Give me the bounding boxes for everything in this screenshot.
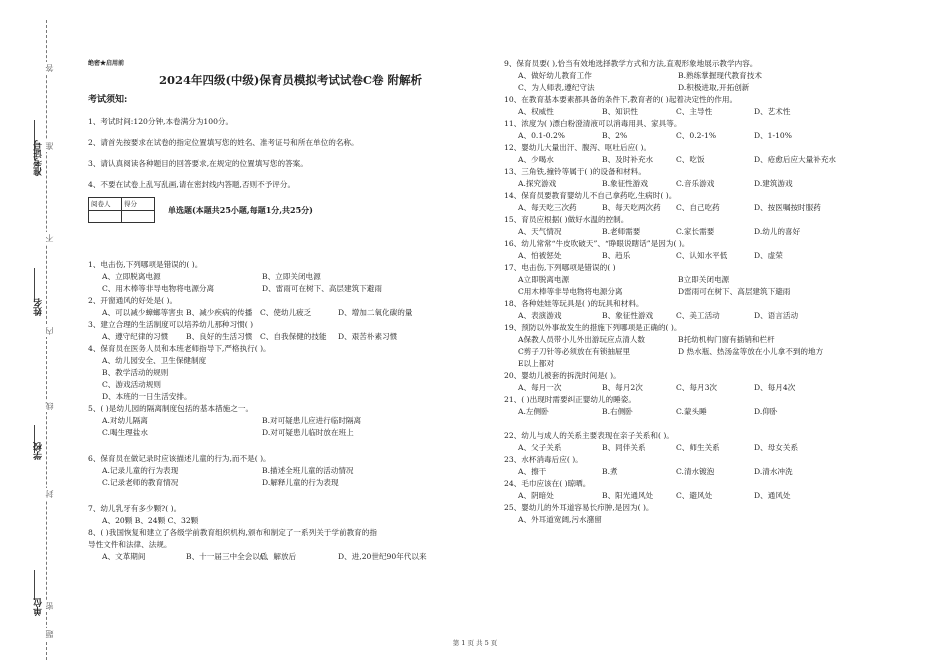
- question-list-left: [88, 259, 493, 563]
- answer-option[interactable]: C、为人师表,遵纪守法: [518, 83, 595, 92]
- option-row: [504, 358, 904, 370]
- question-stem: 16、幼儿常常“牛皮吹破天”、“睁眼说瞎话”是因为( )。: [504, 239, 690, 248]
- answer-option[interactable]: A、少喝水: [518, 155, 554, 164]
- question-stem: 1、电击伤,下列哪项是错误的( )。: [88, 260, 203, 269]
- question-stem: 10、在教育基本要素都具备的条件下,教育者的( )起着决定性的作用。: [504, 95, 738, 104]
- option-row: [88, 427, 493, 439]
- option-row: [504, 334, 904, 346]
- exam-number-label: 准考证号: [34, 140, 44, 176]
- answer-option[interactable]: D.清水冲洗: [754, 467, 793, 476]
- answer-option[interactable]: B.熟练掌握现代教育技术: [678, 71, 762, 80]
- answer-option[interactable]: C、自我保健的技能: [260, 332, 327, 341]
- seal-marker: 答: [45, 64, 54, 72]
- answer-option[interactable]: D、本班的一日生活安排。: [102, 392, 192, 401]
- answer-option[interactable]: C.记录老师的教育情况: [102, 478, 179, 487]
- question: [88, 527, 493, 563]
- question-stem: 12、婴幼儿大量出汗、腹泻、呕吐后应( )。: [504, 143, 652, 152]
- question: [88, 343, 493, 403]
- question: [504, 238, 904, 262]
- binding-margin: [0, 0, 66, 671]
- option-row: [504, 154, 904, 166]
- option-row: [88, 331, 493, 343]
- answer-option[interactable]: A、父子关系: [518, 443, 562, 452]
- seal-marker: 准: [45, 142, 54, 150]
- answer-option[interactable]: A、每天吃三次药: [518, 203, 577, 212]
- question-stem: 11、浓度为( )漂白粉澄清液可以消毒用具、家具等。: [504, 119, 682, 128]
- answer-option[interactable]: D、虚荣: [754, 251, 783, 260]
- answer-option[interactable]: A保教人员带小儿外出游玩应点清人数: [518, 335, 645, 344]
- option-row: [504, 274, 904, 286]
- question: [504, 94, 904, 118]
- question-stem: 9、保育员要( ),恰当有效地选择教学方式和方法,直观形象地展示教学内容。: [504, 59, 758, 68]
- answer-option[interactable]: C、吃饭: [676, 155, 705, 164]
- answer-option[interactable]: B、同伴关系: [602, 443, 646, 452]
- question: [504, 322, 904, 370]
- answer-option[interactable]: D.积极进取,开拓创新: [678, 83, 750, 92]
- section-title: 单选题(本题共25小题,每题1分,共25分): [168, 205, 313, 215]
- answer-option[interactable]: C、使幼儿疲乏: [260, 308, 312, 317]
- option-row: [504, 310, 904, 322]
- answer-option[interactable]: B、阳光通风处: [602, 491, 654, 500]
- option-row: [88, 283, 493, 295]
- option-row: [504, 202, 904, 214]
- option-row: [504, 466, 904, 478]
- question: [88, 295, 493, 319]
- option-row: [504, 286, 904, 298]
- answer-option[interactable]: C、师生关系: [676, 443, 720, 452]
- question: [504, 502, 904, 526]
- question: [504, 478, 904, 502]
- answer-option[interactable]: C.家长需要: [676, 227, 715, 236]
- answer-option[interactable]: B、教学活动的规则: [102, 368, 169, 377]
- answer-option[interactable]: A、权威性: [518, 107, 554, 116]
- answer-option[interactable]: D、进,20世纪90年代以来: [338, 552, 427, 561]
- question-stem: 6、保育员在做记录时应该描述儿童的行为,而不是( )。: [88, 454, 271, 463]
- reviewer-cell: 阅卷人: [89, 198, 122, 211]
- question: [88, 453, 493, 489]
- answer-option[interactable]: D、疮愈后应大量补充水: [754, 155, 837, 164]
- name-underline: [34, 268, 35, 298]
- answer-option[interactable]: B、良好的生活习惯: [186, 332, 253, 341]
- answer-option[interactable]: C、避风处: [676, 491, 713, 500]
- seal-marker: 题: [45, 630, 54, 638]
- answer-option[interactable]: A.探究游戏: [518, 179, 557, 188]
- question-stem: 18、各种娃娃等玩具是( )的玩具和材料。: [504, 299, 644, 308]
- reviewer-blank[interactable]: [89, 211, 122, 223]
- question: [504, 370, 904, 394]
- answer-option[interactable]: A、天气情况: [518, 227, 562, 236]
- option-row: [504, 82, 904, 94]
- answer-option[interactable]: A、立即脱离电源: [102, 272, 161, 281]
- notice-item: 2、请首先按要求在试卷的指定位置填写您的姓名、准考证号和所在单位的名称。: [88, 138, 359, 147]
- answer-option[interactable]: D.对可疑患儿临时放在班上: [262, 428, 354, 437]
- answer-option[interactable]: D.仰卧: [754, 407, 778, 416]
- answer-option[interactable]: D.解释儿童的行为表现: [262, 478, 339, 487]
- question-stem: 22、幼儿与成人的关系主要表现在亲子关系和( )。: [504, 431, 674, 440]
- question-stem: 8、( )我国恢复和建立了各级学前教育组织机构,颁布和制定了一系列关于学前教育的指: [88, 528, 377, 537]
- option-row: [504, 514, 904, 526]
- answer-option[interactable]: B.老师需要: [602, 227, 641, 236]
- question: [504, 262, 904, 298]
- answer-option[interactable]: A、可以减少蟑螂等害虫: [102, 308, 184, 317]
- answer-option[interactable]: B、每天吃两次药: [602, 203, 661, 212]
- question: [88, 503, 493, 527]
- answer-option[interactable]: B、及时补充水: [602, 155, 654, 164]
- question-stem: 21、( )出现时需要纠正婴幼儿的睡姿。: [504, 395, 636, 404]
- answer-option[interactable]: A、0.1-0.2%: [518, 131, 566, 140]
- answer-option[interactable]: A、外耳道宽阔,污水潴留: [518, 515, 602, 524]
- option-row: [504, 442, 904, 454]
- answer-option[interactable]: A、怕被惩处: [518, 251, 562, 260]
- option-row: [504, 406, 904, 418]
- question-stem: 导性文件和法律、法规。: [88, 540, 172, 549]
- question: [88, 259, 493, 295]
- answer-option[interactable]: D.建筑游戏: [754, 179, 793, 188]
- secret-mark: 绝密★启用前: [88, 60, 125, 67]
- answer-option[interactable]: B.象征性游戏: [602, 179, 648, 188]
- answer-option[interactable]: D、雷雨可在树下、高层建筑下避雨: [262, 284, 382, 293]
- answer-option[interactable]: A、每月一次: [518, 383, 562, 392]
- notice-item: 3、请认真阅读各种题目的回答要求,在规定的位置填写您的答案。: [88, 159, 308, 168]
- option-row: [504, 130, 904, 142]
- answer-option[interactable]: B、2%: [602, 131, 628, 140]
- option-row: [88, 307, 493, 319]
- question: [504, 430, 904, 454]
- unit-underline: [34, 570, 35, 600]
- question: [504, 454, 904, 478]
- answer-option[interactable]: C、认知水平低: [676, 251, 728, 260]
- question-stem: 13、三角铁,撞铃等属于( )的设备和材料。: [504, 167, 646, 176]
- answer-option[interactable]: C.蒙头睡: [676, 407, 707, 416]
- answer-option[interactable]: A、20颗 B、24颗 C、32颗: [102, 516, 199, 525]
- answer-option[interactable]: D、通风处: [754, 491, 791, 500]
- answer-option[interactable]: C.喝生理盐水: [102, 428, 148, 437]
- question: [504, 142, 904, 166]
- seal-marker: 线: [45, 402, 54, 410]
- answer-option[interactable]: D、艰苦朴素习惯: [338, 332, 398, 341]
- page-title: 2024年四级(中级)保育员模拟考试试卷C卷 附解析: [158, 73, 423, 87]
- answer-option[interactable]: A、遵守纪律的习惯: [102, 332, 169, 341]
- answer-option[interactable]: B、趋乐: [602, 251, 631, 260]
- answer-option[interactable]: A.记录儿童的行为表现: [102, 466, 179, 475]
- notice-item: 1、考试时间:120分钟,本卷满分为100分。: [88, 117, 234, 126]
- question: [504, 58, 904, 94]
- answer-option[interactable]: A、做好幼儿教育工作: [518, 71, 592, 80]
- option-row: [88, 271, 493, 283]
- question-stem: 15、育员应根据( )做好水温的控制。: [504, 215, 629, 224]
- question: [88, 319, 493, 343]
- answer-option[interactable]: A立即脱离电源: [518, 275, 570, 284]
- name-label: 姓名: [34, 298, 44, 316]
- seal-marker: 封: [45, 490, 54, 498]
- answer-option[interactable]: B立即关闭电源: [678, 275, 730, 284]
- answer-option[interactable]: C.清水镀泡: [676, 467, 715, 476]
- option-row: [88, 477, 493, 489]
- option-row: [88, 379, 493, 391]
- question-stem: 23、水杯消毒后应( )。: [504, 455, 583, 464]
- answer-option[interactable]: C、每月3次: [676, 383, 718, 392]
- answer-option[interactable]: B、十一届三中全会以后: [186, 552, 268, 561]
- answer-option[interactable]: C、自己吃药: [676, 203, 720, 212]
- question: [88, 403, 493, 439]
- question: [504, 190, 904, 214]
- question: [504, 118, 904, 142]
- answer-option[interactable]: D、母女关系: [754, 443, 799, 452]
- question-stem: 7、幼儿乳牙有多少颗?( )。: [88, 504, 182, 513]
- notice-item: 4、不要在试卷上乱写乱画,请在密封线内答题,否则不予评分。: [88, 180, 296, 189]
- option-row: [504, 382, 904, 394]
- option-row: [88, 391, 493, 403]
- answer-option[interactable]: B、象征性游戏: [602, 311, 654, 320]
- answer-option[interactable]: D、增加二氧化碳的量: [338, 308, 413, 317]
- answer-option[interactable]: B、减少疾病的传播: [186, 308, 253, 317]
- answer-option[interactable]: D、按医嘱按时服药: [754, 203, 821, 212]
- answer-option[interactable]: B、每月2次: [602, 383, 643, 392]
- option-row: [504, 346, 904, 358]
- seal-marker: 密: [45, 602, 54, 610]
- question-stem: 3、建立合理的生活制度可以培养幼儿那种习惯( ): [88, 320, 254, 329]
- seal-marker: 不: [45, 234, 54, 242]
- answer-option[interactable]: A.对幼儿隔离: [102, 416, 148, 425]
- answer-option[interactable]: D.幼儿的喜好: [754, 227, 801, 236]
- answer-option[interactable]: A、阴暗处: [518, 491, 554, 500]
- question-stem: 2、开窗通风的好处是( )。: [88, 296, 178, 305]
- score-box: [88, 197, 155, 223]
- answer-option[interactable]: C、主导性: [676, 107, 713, 116]
- answer-option[interactable]: B、立即关闭电源: [262, 272, 321, 281]
- answer-option[interactable]: C、用木棒等非导电物将电源分离: [102, 284, 215, 293]
- option-row: [88, 415, 493, 427]
- answer-option[interactable]: A、表演游戏: [518, 311, 562, 320]
- answer-option[interactable]: D、语言活动: [754, 311, 799, 320]
- option-row: [504, 226, 904, 238]
- answer-option[interactable]: D雷雨可在树下、高层建筑下避雨: [678, 287, 791, 296]
- answer-option[interactable]: D、1-10%: [754, 131, 792, 140]
- answer-option[interactable]: C、0.2-1%: [676, 131, 717, 140]
- seal-line: [46, 20, 47, 660]
- option-row: [504, 490, 904, 502]
- answer-option[interactable]: B.对可疑患儿应进行临时隔离: [262, 416, 362, 425]
- answer-option[interactable]: D、每月4次: [754, 383, 796, 392]
- question-stem: 25、婴幼儿的外耳道容易长疖肿,是因为( )。: [504, 503, 654, 512]
- question-stem: 5、( )是幼儿园的隔离制度包括的基本措施之一。: [88, 404, 254, 413]
- answer-option[interactable]: A、文革期间: [102, 552, 146, 561]
- question: [504, 394, 904, 418]
- unit-label: 单位: [34, 598, 44, 616]
- page-footer: 第 1 页 共 5 页: [452, 639, 498, 647]
- option-row: [88, 355, 493, 367]
- question: [504, 166, 904, 190]
- left-column: [88, 58, 493, 563]
- question-list-right: [504, 58, 904, 526]
- option-row: [504, 70, 904, 82]
- option-row: [504, 106, 904, 118]
- answer-option[interactable]: B.描述全班儿童的活动情况: [262, 466, 354, 475]
- school-label: 学校: [34, 442, 44, 460]
- option-row: [88, 515, 493, 527]
- option-row: [88, 465, 493, 477]
- score-blank[interactable]: [122, 211, 155, 223]
- section-header: [88, 197, 493, 235]
- right-column: [504, 58, 904, 526]
- answer-option[interactable]: B.煮: [602, 467, 618, 476]
- answer-option[interactable]: C剪子刀针等必须放在有锁抽屉里: [518, 347, 631, 356]
- question: [504, 298, 904, 322]
- seal-marker: 内: [45, 327, 54, 335]
- answer-option[interactable]: C、解放后: [260, 552, 297, 561]
- answer-option[interactable]: B、知识性: [602, 107, 638, 116]
- answer-option[interactable]: A、擦干: [518, 467, 547, 476]
- option-row: [504, 178, 904, 190]
- option-row: [88, 367, 493, 379]
- question-stem: 17、电击伤,下列哪项是错误的( ): [504, 263, 616, 272]
- question-stem: 14、保育员要教育婴幼儿不自己拿药吃,生病时( )。: [504, 191, 677, 200]
- answer-option[interactable]: D 热水瓶、热汤盆等放在小儿拿不到的地方: [678, 347, 824, 356]
- answer-option[interactable]: C、游戏活动规则: [102, 380, 161, 389]
- question-stem: 19、预防以外事故发生的措施下列哪项是正确的( )。: [504, 323, 682, 332]
- question: [504, 214, 904, 238]
- answer-option[interactable]: A、幼儿园安全、卫生保健制度: [102, 356, 207, 365]
- answer-option[interactable]: E以上都对: [518, 359, 554, 368]
- question-stem: 24、毛巾应该在( )晾晒。: [504, 479, 591, 488]
- answer-option[interactable]: B托幼机构门窗有插销和栏杆: [678, 335, 775, 344]
- answer-option[interactable]: C.音乐游戏: [676, 179, 715, 188]
- option-row: [88, 551, 493, 563]
- score-cell: 得分: [122, 198, 155, 211]
- answer-option[interactable]: C、美工活动: [676, 311, 720, 320]
- answer-option[interactable]: B.右侧卧: [602, 407, 633, 416]
- answer-option[interactable]: D、艺术性: [754, 107, 791, 116]
- answer-option[interactable]: C用木棒等非导电物将电源分离: [518, 287, 623, 296]
- answer-option[interactable]: A.左侧卧: [518, 407, 549, 416]
- question-stem: 20、婴幼儿被套的拆洗时间是( )。: [504, 371, 621, 380]
- option-row: [504, 250, 904, 262]
- question-stem: 4、保育员在医务人员和本班老师指导下,严格执行( )。: [88, 344, 271, 353]
- notice-heading: 考试须知:: [88, 95, 128, 105]
